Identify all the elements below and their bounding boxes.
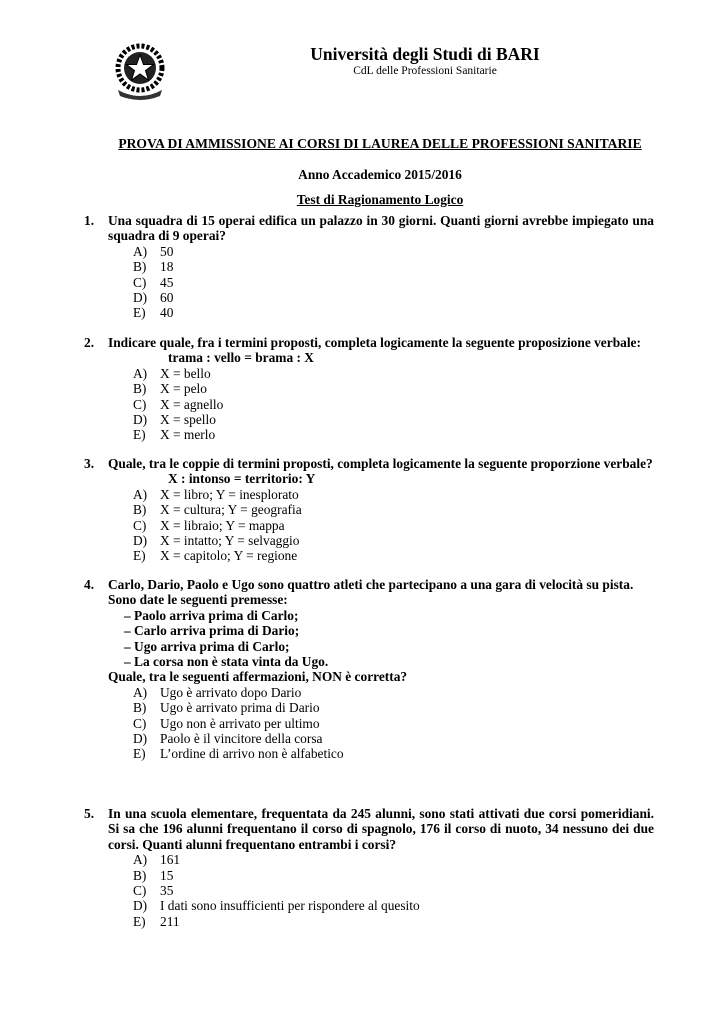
question-number: 1. <box>84 213 95 228</box>
option-e: E) L’ordine di arrivo non è alfabetico <box>133 746 344 762</box>
premise: – Ugo arriva prima di Carlo; <box>124 638 290 654</box>
question-3 <box>84 456 654 564</box>
option-b: B) X = pelo <box>133 381 207 397</box>
option-b: B) Ugo è arrivato prima di Dario <box>133 700 320 716</box>
option-c: C) X = libraio; Y = mappa <box>133 517 285 533</box>
question-text: In una scuola elementare, frequentata da 245 alunni, sono stati attivati due corsi pomeridiani. Si sa che 196 alunni frequentano il corso di spagnolo, 176 il corso di nuoto, 34 nessuno dei due corsi. Quanti alunni frequentano entrambi i corsi? <box>108 806 654 852</box>
option-c: C) 45 <box>133 274 174 290</box>
question-text: Una squadra di 15 operai edifica un palazzo in 30 giorni. Quanti giorni avrebbe impiegato una squadra di 9 operai? <box>108 213 654 244</box>
option-a: A) X = libro; Y = inesplorato <box>133 486 299 502</box>
question-number: 4. <box>84 577 95 592</box>
option-e: E) X = merlo <box>133 427 216 443</box>
option-d: D) X = spello <box>133 412 216 428</box>
course-name: CdL delle Professioni Sanitarie <box>353 65 497 77</box>
question-5 <box>84 806 654 929</box>
question-1 <box>84 213 654 321</box>
question-text: Carlo, Dario, Paolo e Ugo sono quattro atleti che partecipano a una gara di velocità su pista. <box>108 577 634 592</box>
option-d: D) I dati sono insufficienti per rispondere al quesito <box>133 898 420 914</box>
question-subtext: Sono date le seguenti premesse: <box>108 592 288 608</box>
option-a: A) 50 <box>133 243 174 259</box>
option-d: D) 60 <box>133 290 174 306</box>
option-b: B) X = cultura; Y = geografia <box>133 502 302 518</box>
premise: – La corsa non è stata vinta da Ugo. <box>124 654 329 670</box>
option-a: A) X = bello <box>133 365 211 381</box>
question-prompt: Quale, tra le seguenti affermazioni, NON è corretta? <box>108 669 408 685</box>
option-e: E) 40 <box>133 305 174 321</box>
academic-year: Anno Accademico 2015/2016 <box>298 167 462 182</box>
option-c: C) 35 <box>133 883 174 899</box>
option-c: C) Ugo non è arrivato per ultimo <box>133 715 320 731</box>
option-b: B) 15 <box>133 867 174 883</box>
document-title: PROVA DI AMMISSIONE AI CORSI DI LAUREA DELLE PROFESSIONI SANITARIE <box>118 136 642 151</box>
question-text: Quale, tra le coppie di termini proposti, completa logicamente la seguente proporzione verbale? <box>108 456 653 471</box>
question-4 <box>84 577 654 762</box>
question-number: 2. <box>84 335 95 350</box>
question-text: Indicare quale, fra i termini proposti, completa logicamente la seguente proposizione verbale: <box>108 335 641 350</box>
question-formula: X : intonso = territorio: Y <box>168 471 316 487</box>
question-number: 3. <box>84 456 95 471</box>
option-a: A) Ugo è arrivato dopo Dario <box>133 684 302 700</box>
premise: – Carlo arriva prima di Dario; <box>124 623 300 639</box>
premise: – Paolo arriva prima di Carlo; <box>124 607 299 623</box>
option-a: A) 161 <box>133 852 181 868</box>
option-d: D) X = intatto; Y = selvaggio <box>133 533 300 549</box>
test-title: Test di Ragionamento Logico <box>296 192 464 207</box>
question-2 <box>84 335 654 443</box>
option-e: E) 211 <box>133 913 180 929</box>
option-d: D) Paolo è il vincitore della corsa <box>133 731 323 747</box>
option-e: E) X = capitolo; Y = regione <box>133 548 298 564</box>
question-number: 5. <box>84 806 95 821</box>
question-formula: trama : vello = brama : X <box>168 350 314 366</box>
university-name: Università degli Studi di BARI <box>310 44 540 64</box>
option-b: B) 18 <box>133 259 174 275</box>
option-c: C) X = agnello <box>133 396 224 412</box>
